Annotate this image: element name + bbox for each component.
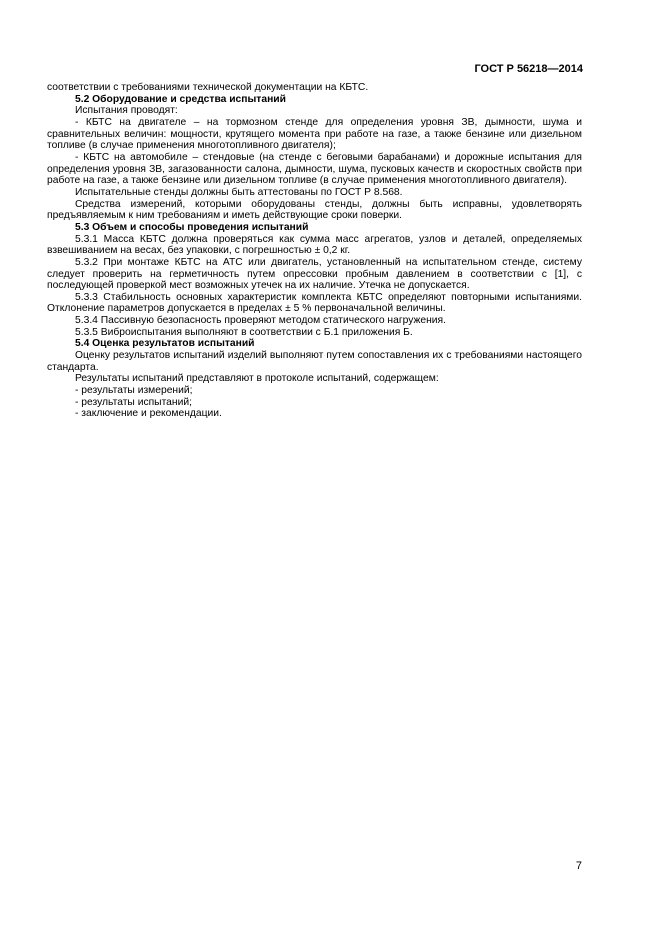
list-item: - результаты измерений; (75, 385, 193, 397)
list-item: - заключение и рекомендации. (75, 408, 222, 420)
paragraph: Оценку результатов испытаний изделий выполняют путем сопоставления их с требованиями настоящего стандарта. (47, 350, 582, 373)
paragraph: Испытательные стенды должны быть аттестованы по ГОСТ Р 8.568. (75, 186, 403, 198)
section-heading-5-3: 5.3 Объем и способы проведения испытаний (75, 221, 309, 233)
paragraph: Средства измерений, которыми оборудованы стенды, должны быть исправны, удовлетворять предъявляемым к ним требованиям и иметь действующие сроки поверки. (47, 198, 582, 222)
paragraph-5-3-2: 5.3.2 При монтаже КБТС на АТС или двигатель, установленный на испытательном стенде, систему следует проверить на герметичность путем опрессовки пробным давлением в соответствии с [1], с последующей проверкой мест возможных утечек на их наличие. Утечка не допускается. (47, 256, 582, 292)
paragraph-5-3-4: 5.3.4 Пассивную безопасность проверяют методом статического нагружения. (75, 315, 446, 327)
paragraph-5-3-5: 5.3.5 Виброиспытания выполняют в соответствии с Б.1 приложения Б. (75, 326, 413, 338)
paragraph-5-3-1: 5.3.1 Масса КБТС должна проверяться как сумма масс агрегатов, узлов и деталей, определяемых взвешиванием на весах, без упаковки, с погрешностью ± 0,2 кг. (47, 233, 582, 257)
paragraph: Результаты испытаний представляют в протоколе испытаний, содержащем: (75, 373, 439, 385)
section-heading-5-2: 5.2 Оборудование и средства испытаний (75, 93, 286, 105)
paragraph: Испытания проводят: (75, 105, 178, 117)
list-item: - КБТС на двигателе – на тормозном стенде для определения уровня ЗВ, дымности, шума и сравнительных величин: мощности, крутящего момента при работе на газе, а также бензине или дизельном топливе (в случае применения многотопливного двигателя); (47, 116, 582, 152)
list-item: - КБТС на автомобиле – стендовые (на стенде с беговыми барабанами) и дорожные испытания для определения уровня ЗВ, загазованности салона, дымности, шума, пусковых качеств и скоростных свойств при работе на газе, а также бензине или дизельном топливе (в случае применения многотопливного двигателя). (47, 151, 582, 187)
paragraph-continuation: соответствии с требованиями технической документации на КБТС. (47, 82, 369, 93)
document-header: ГОСТ Р 56218—2014 (474, 63, 583, 75)
section-heading-5-4: 5.4 Оценка результатов испытаний (75, 338, 255, 350)
page-body (47, 82, 582, 420)
list-item: - результаты испытаний; (75, 396, 192, 408)
paragraph-5-3-3: 5.3.3 Стабильность основных характеристик комплекта КБТС определяют повторными испытаниями. Отклонение параметров допускается в пределах ± 5 % первоначальной величины. (47, 291, 582, 315)
page-number: 7 (575, 860, 582, 872)
